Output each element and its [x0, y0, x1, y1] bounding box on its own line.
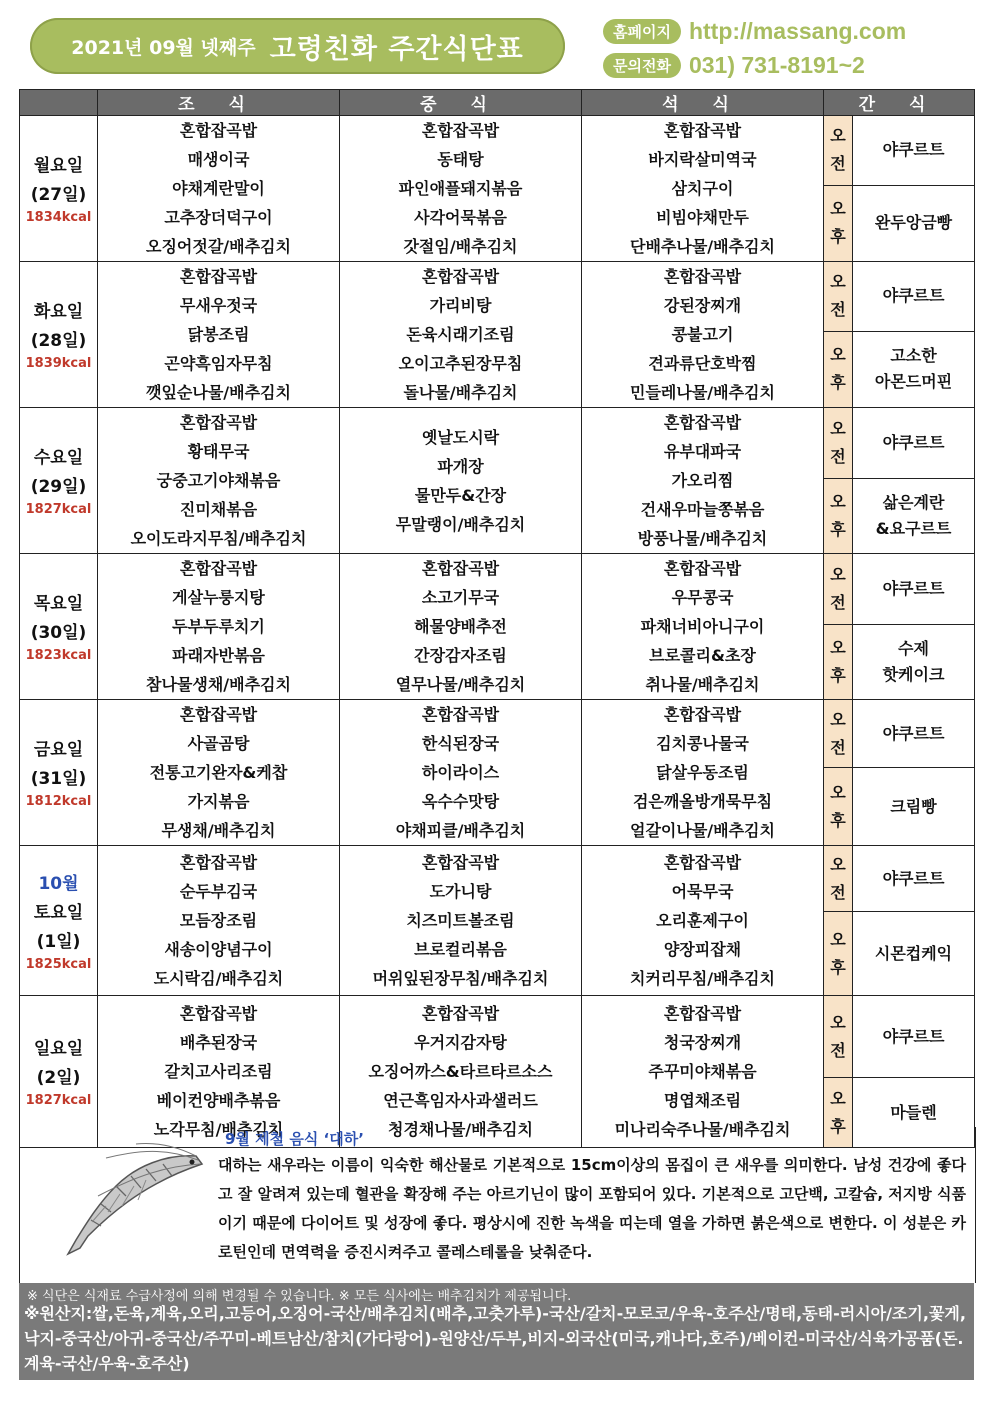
homepage-label: 홈페이지	[603, 19, 681, 44]
pm-label: 오 후	[824, 912, 853, 996]
lunch-item: 동태탕	[437, 150, 484, 169]
lunch-item: 열무나물/배추김치	[395, 675, 526, 694]
breakfast-item: 갈치고사리조림	[164, 1062, 273, 1081]
seasonal-food-title: 9월 제철 음식 ‘대하’	[225, 1130, 364, 1148]
weekly-menu-table	[19, 89, 975, 1148]
weekday-label: 월요일	[33, 156, 84, 176]
day-cell	[20, 554, 98, 700]
pm-label: 오 후	[824, 331, 853, 407]
weekday-label: 일요일	[33, 1039, 84, 1059]
origin-info: ※원산지:쌀,돈육,계육,오리,고등어,오징어-국산/배추김치(배추,고춧가루)-국산/갈치-모로코/우육-호주산/명태,동태-러시아/조기,꽃게,낙지-중국산/아귀-중국산/주꾸미-베트남산/참치(가다랑어)-원양산/두부,비지-외국산(미국,캐나다,호주)/베이컨-미국산/식육가공품(돈.계육-국산/우육-호주산)	[24, 1304, 966, 1373]
dinner-item: 방풍나물/배추김치	[637, 529, 768, 548]
lunch-item: 야채피클/배추김치	[395, 821, 526, 840]
breakfast-item: 깻잎순나물/배추김치	[146, 383, 291, 402]
lunch-item: 파인애플돼지볶음	[398, 179, 523, 198]
day-cell	[20, 262, 98, 408]
snack-am: 야쿠르트	[882, 868, 945, 888]
day-row	[20, 996, 975, 1078]
breakfast-item: 노각무침/배추김치	[153, 1120, 284, 1139]
lunch-item: 혼합잡곡밥	[421, 1004, 500, 1023]
day-cell	[20, 700, 98, 846]
lunch-cell	[340, 262, 582, 408]
snack-pm-cell	[853, 624, 975, 699]
lunch-item: 옛날도시락	[421, 427, 500, 447]
dinner-item: 브로콜리&초장	[649, 646, 756, 665]
dinner-item: 혼합잡곡밥	[663, 559, 742, 578]
lunch-item: 한식된장국	[421, 734, 500, 753]
title-week: 2021년 09월 넷째주	[71, 36, 256, 59]
column-header-lunch: 중 식	[340, 90, 582, 116]
dinner-cell	[582, 554, 824, 700]
day-cell	[20, 846, 98, 996]
pm-label: 오 후	[824, 1078, 853, 1148]
breakfast-item: 참나물생채/배추김치	[146, 675, 291, 694]
day-cell	[20, 116, 98, 262]
lunch-item: 가리비탕	[429, 296, 492, 315]
dinner-item: 미나리숙주나물/배추김치	[614, 1120, 791, 1139]
dinner-item: 명엽채조림	[663, 1091, 742, 1110]
breakfast-item: 새송이양념구이	[164, 940, 273, 959]
dinner-cell	[582, 262, 824, 408]
weekday-label: 금요일	[33, 740, 84, 760]
breakfast-cell	[98, 700, 340, 846]
breakfast-item: 혼합잡곡밥	[179, 267, 258, 286]
am-label: 오 전	[824, 116, 853, 186]
breakfast-cell	[98, 408, 340, 554]
weekday-label: 수요일	[33, 448, 84, 468]
snack-am: 야쿠르트	[882, 578, 945, 598]
am-label: 오 전	[824, 846, 853, 912]
dinner-item: 주꾸미야채볶음	[648, 1062, 757, 1081]
snack-pm: 고소한	[890, 346, 937, 366]
kcal-label: 1834kcal	[25, 210, 92, 225]
snack-pm-cell	[853, 768, 975, 846]
breakfast-item: 전통고기완자&케찹	[149, 763, 288, 782]
dinner-item: 닭살우동조림	[656, 763, 749, 782]
breakfast-cell	[98, 116, 340, 262]
phone-label: 문의전화	[603, 53, 681, 78]
lunch-item: 혼합잡곡밥	[421, 121, 500, 140]
snack-pm: 핫케이크	[882, 664, 945, 684]
snack-am-cell	[853, 116, 975, 186]
lunch-item: 우거지감자탕	[414, 1033, 507, 1052]
kcal-label: 1827kcal	[25, 502, 92, 517]
dinner-item: 파채너비아니구이	[640, 617, 765, 636]
table-header-row	[20, 90, 975, 116]
lunch-item: 무말랭이/배추김치	[395, 514, 526, 534]
lunch-cell	[340, 700, 582, 846]
dinner-item: 민들레나물/배추김치	[630, 383, 775, 402]
snack-am-cell	[853, 554, 975, 625]
dinner-item: 얼갈이나물/배추김치	[630, 821, 775, 840]
day-row	[20, 554, 975, 625]
kcal-label: 1825kcal	[25, 956, 92, 972]
breakfast-item: 닭봉조림	[187, 325, 250, 344]
column-header-snack: 간 식	[824, 90, 975, 116]
page-title: 고령친화 주간식단표	[269, 33, 524, 65]
dinner-item: 혼합잡곡밥	[663, 853, 742, 872]
breakfast-item: 순두부김국	[179, 882, 258, 901]
dinner-cell	[582, 408, 824, 554]
dinner-item: 혼합잡곡밥	[663, 705, 742, 724]
lunch-item: 해물양배추전	[414, 617, 507, 636]
snack-am: 야쿠르트	[882, 432, 945, 452]
snack-pm-cell	[853, 331, 975, 407]
lunch-item: 머위잎된장무침/배추김치	[372, 969, 549, 988]
dinner-item: 혼합잡곡밥	[663, 413, 742, 432]
breakfast-item: 무생채/배추김치	[161, 821, 276, 840]
lunch-item: 청경채나물/배추김치	[388, 1120, 533, 1139]
snack-am: 야쿠르트	[882, 286, 945, 306]
lunch-item: 갓절임/배추김치	[403, 237, 518, 256]
breakfast-item: 사골곰탕	[187, 734, 250, 753]
footer-notes	[19, 1283, 974, 1380]
breakfast-item: 혼합잡곡밥	[179, 705, 258, 724]
lunch-item: 파개장	[437, 456, 484, 476]
breakfast-item: 파래자반볶음	[172, 646, 265, 665]
date-label: (29일)	[30, 477, 87, 497]
lunch-item: 옥수수맛탕	[421, 792, 500, 811]
dinner-item: 치커리무침/배추김치	[630, 969, 775, 988]
breakfast-item: 게살누룽지탕	[172, 588, 265, 607]
contact-info	[603, 16, 906, 84]
am-label: 오 전	[824, 554, 853, 625]
breakfast-item: 혼합잡곡밥	[179, 559, 258, 578]
snack-am: 야쿠르트	[882, 1026, 945, 1046]
dinner-item: 어묵무국	[671, 882, 734, 901]
snack-pm: 완두앙금빵	[874, 213, 953, 233]
date-label: (30일)	[30, 623, 87, 643]
column-header-breakfast: 조 식	[98, 90, 340, 116]
snack-pm: 마들렌	[890, 1102, 937, 1122]
dinner-item: 김치콩나물국	[656, 734, 749, 753]
date-label: (28일)	[30, 331, 87, 351]
lunch-item: 오이고추된장무침	[398, 354, 523, 373]
breakfast-cell	[98, 996, 340, 1148]
dinner-item: 견과류단호박찜	[648, 354, 757, 373]
day-cell	[20, 996, 98, 1148]
pm-label: 오 후	[824, 624, 853, 699]
day-row	[20, 846, 975, 912]
lunch-cell	[340, 846, 582, 996]
breakfast-item: 야채계란말이	[172, 179, 265, 198]
breakfast-item: 혼합잡곡밥	[179, 853, 258, 872]
seasonal-food-text: 대하는 새우라는 이름이 익숙한 해산물로 기본적으로 15cm이상의 몸집이 큰 새우를 의미한다. 남성 건강에 좋다고 잘 알려져 있는데 혈관을 확장해 주는 아르기닌이 많이 포함되어 있다. 기본적으로 고단백, 고칼슘, 저지방 식품이기 때문에 다이어트 및 성장에 좋다. 평상시에 진한 녹색을 띠는데 열을 가하면 붉은색으로 변한다. 이 성분은 카로틴인데 면역력을 증진시켜주고 콜레스테롤을 낮춰준다.	[218, 1156, 966, 1261]
breakfast-item: 진미채볶음	[179, 500, 258, 519]
shrimp-icon	[46, 1136, 216, 1264]
lunch-item: 소고기무국	[421, 588, 500, 607]
day-row	[20, 700, 975, 768]
lunch-item: 치즈미트볼조림	[406, 911, 515, 930]
pm-label: 오 후	[824, 768, 853, 846]
lunch-cell	[340, 408, 582, 554]
lunch-item: 돌나물/배추김치	[403, 383, 518, 402]
breakfast-item: 무새우젓국	[179, 296, 258, 315]
snack-am: 야쿠르트	[882, 140, 945, 160]
menu-change-note: ※ 식단은 식재료 수급사정에 의해 변경될 수 있습니다. ※ 모든 식사에는 배추김치가 제공됩니다.	[27, 1289, 572, 1304]
am-label: 오 전	[824, 408, 853, 479]
date-label: (1일)	[36, 931, 81, 952]
snack-pm: &요구르트	[875, 518, 952, 538]
lunch-item: 간장감자조림	[414, 646, 507, 665]
snack-pm: 아몬드머핀	[874, 372, 953, 392]
lunch-item: 브로컬리볶음	[414, 940, 507, 959]
breakfast-item: 배추된장국	[179, 1033, 258, 1052]
breakfast-item: 오징어젓갈/배추김치	[146, 237, 291, 256]
dinner-item: 취나물/배추김치	[645, 675, 760, 694]
am-label: 오 전	[824, 996, 853, 1078]
corner-cell	[20, 90, 98, 116]
kcal-label: 1812kcal	[25, 794, 92, 809]
breakfast-item: 궁중고기야채볶음	[156, 471, 281, 490]
weekday-label: 토요일	[33, 902, 84, 923]
breakfast-item: 혼합잡곡밥	[179, 1004, 258, 1023]
dinner-item: 우무콩국	[671, 588, 734, 607]
day-row	[20, 116, 975, 186]
lunch-item: 물만두&간장	[414, 485, 507, 505]
am-label: 오 전	[824, 262, 853, 332]
day-cell	[20, 408, 98, 554]
breakfast-item: 모듬장조림	[179, 911, 258, 930]
dinner-item: 비빔야채만두	[656, 208, 749, 227]
breakfast-item: 혼합잡곡밥	[179, 413, 258, 432]
lunch-cell	[340, 116, 582, 262]
dinner-item: 청국장찌개	[663, 1033, 742, 1052]
snack-am: 야쿠르트	[882, 723, 945, 743]
breakfast-item: 매생이국	[187, 150, 250, 169]
dinner-item: 혼합잡곡밥	[663, 267, 742, 286]
snack-am-cell	[853, 262, 975, 332]
dinner-item: 혼합잡곡밥	[663, 1004, 742, 1023]
kcal-label: 1823kcal	[25, 648, 92, 663]
lunch-item: 연근흑임자사과샐러드	[383, 1091, 538, 1110]
pm-label: 오 후	[824, 185, 853, 261]
breakfast-item: 혼합잡곡밥	[179, 121, 258, 140]
dinner-cell	[582, 996, 824, 1148]
kcal-label: 1839kcal	[25, 356, 92, 371]
am-label: 오 전	[824, 700, 853, 768]
day-row	[20, 408, 975, 479]
dinner-item: 오리훈제구이	[656, 911, 749, 930]
month-label: 10월	[38, 873, 79, 894]
weekday-label: 화요일	[33, 302, 84, 322]
phone-number: 031) 731-8191~2	[688, 51, 865, 78]
dinner-item: 유부대파국	[663, 442, 742, 461]
breakfast-item: 두부두루치기	[172, 617, 265, 636]
breakfast-cell	[98, 846, 340, 996]
lunch-item: 혼합잡곡밥	[421, 853, 500, 872]
snack-pm: 시몬컵케익	[874, 943, 953, 963]
dinner-cell	[582, 846, 824, 996]
date-label: (31일)	[30, 769, 87, 789]
breakfast-item: 베이컨양배추볶음	[156, 1091, 281, 1110]
lunch-item: 돈육시래기조림	[406, 325, 515, 344]
breakfast-item: 도시락김/배추김치	[153, 969, 284, 988]
pm-label: 오 후	[824, 478, 853, 553]
dinner-item: 검은깨올방개묵무침	[632, 792, 773, 811]
dinner-item: 가오리찜	[671, 471, 734, 490]
snack-pm: 크림빵	[890, 796, 937, 816]
lunch-item: 오징어까스&타르타르소스	[368, 1062, 553, 1081]
lunch-cell	[340, 554, 582, 700]
dinner-cell	[582, 700, 824, 846]
breakfast-item: 곤약흑임자무침	[164, 354, 273, 373]
lunch-item: 혼합잡곡밥	[421, 705, 500, 724]
dinner-cell	[582, 116, 824, 262]
snack-pm-cell	[853, 185, 975, 261]
dinner-item: 양장피잡채	[663, 940, 742, 959]
lunch-item: 혼합잡곡밥	[421, 267, 500, 286]
snack-am-cell	[853, 996, 975, 1078]
breakfast-item: 가지볶음	[187, 792, 250, 811]
snack-am-cell	[853, 408, 975, 479]
snack-pm: 수제	[898, 638, 929, 658]
dinner-item: 바지락살미역국	[648, 150, 757, 169]
snack-pm: 삶은계란	[882, 492, 945, 512]
day-row	[20, 262, 975, 332]
weekday-label: 목요일	[33, 594, 84, 614]
lunch-item: 하이라이스	[421, 763, 500, 782]
breakfast-item: 고추장더덕구이	[164, 208, 273, 227]
snack-am-cell	[853, 846, 975, 912]
dinner-item: 강된장찌개	[663, 296, 742, 315]
snack-pm-cell	[853, 478, 975, 553]
title-banner	[30, 18, 565, 74]
dinner-item: 혼합잡곡밥	[663, 121, 742, 140]
date-label: (2일)	[36, 1068, 81, 1088]
kcal-label: 1827kcal	[25, 1093, 92, 1108]
breakfast-cell	[98, 554, 340, 700]
lunch-item: 도가니탕	[429, 882, 492, 901]
dinner-item: 건새우마늘쫑볶음	[640, 500, 765, 519]
breakfast-item: 오이도라지무침/배추김치	[130, 529, 307, 548]
menu-body	[20, 116, 975, 1148]
lunch-cell	[340, 996, 582, 1148]
date-label: (27일)	[30, 185, 87, 205]
lunch-item: 혼합잡곡밥	[421, 559, 500, 578]
lunch-item: 사각어묵볶음	[414, 208, 507, 227]
snack-am-cell	[853, 700, 975, 768]
dinner-item: 콩불고기	[671, 325, 734, 344]
snack-pm-cell	[853, 912, 975, 996]
breakfast-cell	[98, 262, 340, 408]
column-header-dinner: 석 식	[582, 90, 824, 116]
homepage-link[interactable]: http://massang.com	[688, 17, 907, 44]
dinner-item: 단배추나물/배추김치	[630, 237, 775, 256]
dinner-item: 삼치구이	[671, 179, 734, 198]
breakfast-item: 황태무국	[187, 442, 250, 461]
